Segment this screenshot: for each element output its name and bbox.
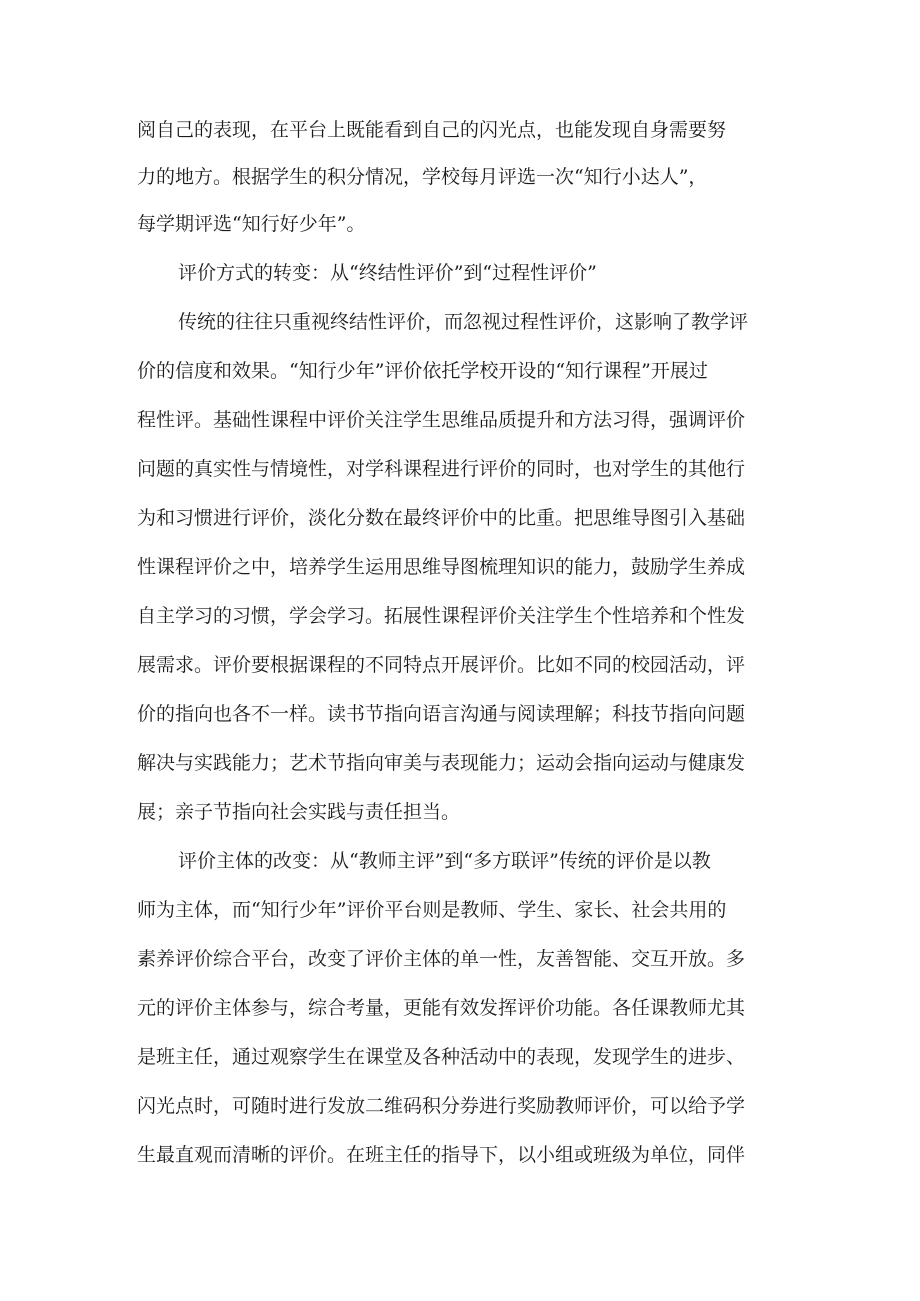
subject-paragraph-line-5: 是班主任，通过观察学生在课堂及各种活动中的表现，发现学生的进步、 — [137, 1046, 746, 1068]
subject-paragraph-line-4: 元的评价主体参与，综合考量，更能有效发挥评价功能。各任课教师尤其 — [137, 997, 746, 1019]
process-paragraph-line-6: 性课程评价之中，培养学生运用思维导图梳理知识的能力，鼓励学生养成 — [137, 556, 746, 578]
intro-line-3: 每学期评选“知行好少年”。 — [137, 213, 366, 235]
process-paragraph-line-4: 问题的真实性与情境性，对学科课程进行评价的同时，也对学生的其他行 — [137, 458, 746, 480]
subject-paragraph-line-1: 评价主体的改变：从“教师主评”到“多方联评”传统的评价是以教 — [178, 850, 711, 872]
intro-line-1: 阅自己的表现，在平台上既能看到自己的闪光点，也能发现自身需要努 — [137, 119, 727, 141]
process-paragraph-line-10: 解决与实践能力；艺术节指向审美与表现能力；运动会指向运动与健康发 — [137, 752, 746, 774]
process-paragraph-line-5: 为和习惯进行评价，淡化分数在最终评价中的比重。把思维导图引入基础 — [137, 507, 746, 529]
subject-paragraph-line-7: 生最直观而清晰的评价。在班主任的指导下，以小组或班级为单位，同伴 — [137, 1144, 746, 1166]
subject-paragraph-line-2: 师为主体，而“知行少年”评价平台则是教师、学生、家长、社会共用的 — [137, 899, 727, 921]
section-heading-process-evaluation: 评价方式的转变：从“终结性评价”到“过程性评价” — [178, 262, 597, 284]
process-paragraph-line-11: 展；亲子节指向社会实践与责任担当。 — [137, 801, 461, 823]
intro-line-2: 力的地方。根据学生的积分情况，学校每月评选一次“知行小达人”， — [137, 166, 708, 188]
process-paragraph-line-3: 程性评。基础性课程中评价关注学生思维品质提升和方法习得，强调评价 — [137, 409, 746, 431]
process-paragraph-line-1: 传统的往往只重视终结性评价，而忽视过程性评价，这影响了教学评 — [178, 311, 749, 333]
process-paragraph-line-9: 价的指向也各不一样。读书节指向语言沟通与阅读理解；科技节指向问题 — [137, 703, 746, 725]
process-paragraph-line-2: 价的信度和效果。“知行少年”评价依托学校开设的“知行课程”开展过 — [137, 360, 708, 382]
process-paragraph-line-7: 自主学习的习惯，学会学习。拓展性课程评价关注学生个性培养和个性发 — [137, 605, 746, 627]
subject-paragraph-line-6: 闪光点时，可随时进行发放二维码积分券进行奖励教师评价，可以给予学 — [137, 1095, 746, 1117]
subject-paragraph-line-3: 素养评价综合平台，改变了评价主体的单一性，友善智能、交互开放。多 — [137, 948, 746, 970]
process-paragraph-line-8: 展需求。评价要根据课程的不同特点开展评价。比如不同的校园活动，评 — [137, 654, 746, 676]
